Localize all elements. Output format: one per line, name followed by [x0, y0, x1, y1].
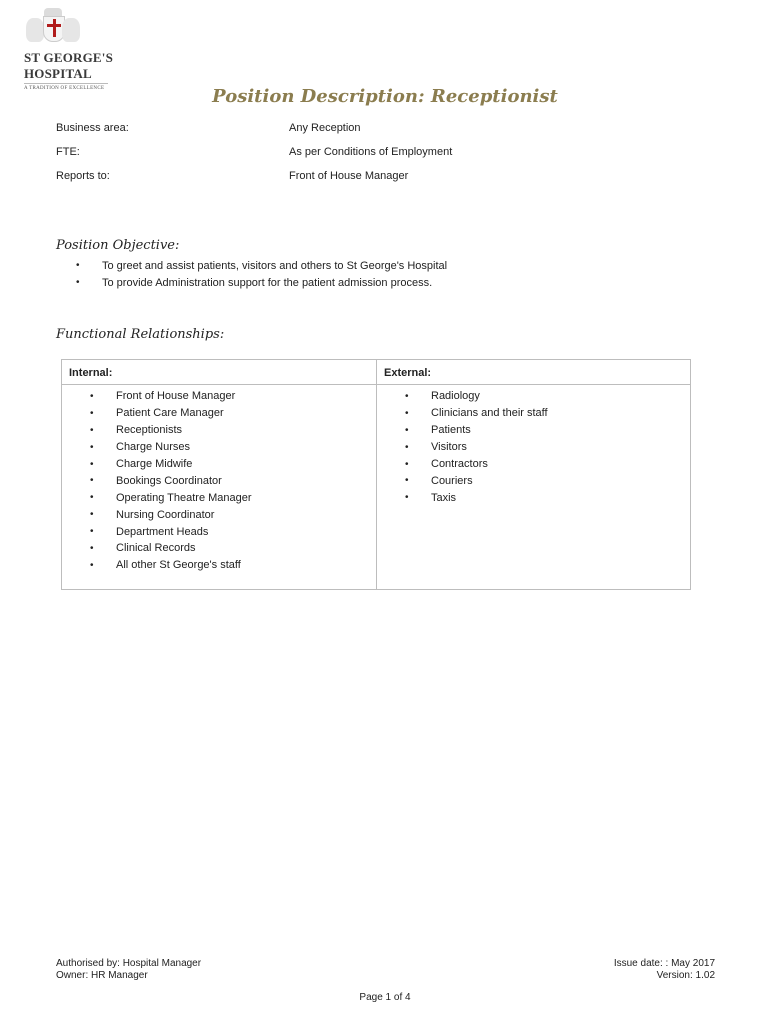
- list-item-text: Operating Theatre Manager: [116, 491, 252, 504]
- info-label: FTE:: [56, 146, 80, 158]
- bullet-icon: •: [90, 390, 94, 402]
- logo-name-line1: ST GEORGE'S: [24, 50, 114, 65]
- list-item: [405, 422, 690, 439]
- bullet-icon: •: [405, 475, 409, 487]
- document-title: Position Description: Receptionist: [212, 86, 558, 107]
- list-item: [405, 439, 690, 456]
- position-info: [56, 122, 452, 194]
- bullet-icon: •: [405, 390, 409, 402]
- list-item: [405, 388, 690, 405]
- footer-issue-date: Issue date: : May 2017: [613, 958, 715, 969]
- list-item-text: Bookings Coordinator: [116, 474, 222, 487]
- info-value: As per Conditions of Employment: [289, 146, 453, 158]
- list-item-text: Clinicians and their staff: [431, 407, 548, 420]
- list-item: [90, 439, 376, 456]
- footer-version: Version: 1.02: [656, 970, 715, 981]
- internal-header: Internal:: [62, 360, 376, 385]
- internal-list: [62, 385, 376, 574]
- bullet-icon: •: [405, 458, 409, 470]
- logo-divider: [24, 83, 108, 84]
- objective-list: [76, 257, 447, 291]
- list-item: [90, 540, 376, 557]
- list-item-text: Nursing Coordinator: [116, 508, 215, 521]
- list-item: [405, 405, 690, 422]
- list-item-text: All other St George's staff: [116, 559, 241, 572]
- list-item-text: Department Heads: [116, 525, 209, 538]
- external-list: [377, 385, 690, 506]
- list-item-text: Clinical Records: [116, 542, 196, 555]
- list-item: [90, 456, 376, 473]
- bullet-icon: •: [90, 559, 94, 571]
- list-item-text: Charge Nurses: [116, 441, 190, 454]
- external-header: External:: [377, 360, 690, 385]
- hospital-logo: [24, 8, 114, 91]
- external-column: [377, 360, 690, 589]
- list-item: [90, 405, 376, 422]
- list-item-text: To provide Administration support for the patient admission process.: [102, 276, 433, 289]
- info-label: Reports to:: [56, 170, 110, 182]
- list-item: [90, 557, 376, 574]
- info-label: Business area:: [56, 122, 129, 134]
- bullet-icon: •: [405, 492, 409, 504]
- bullet-icon: •: [90, 458, 94, 470]
- footer-authorship: [56, 958, 201, 982]
- list-item-text: Receptionists: [116, 424, 183, 437]
- list-item: [90, 506, 376, 523]
- list-item: [90, 472, 376, 489]
- bullet-icon: •: [90, 475, 94, 487]
- list-item-text: Charge Midwife: [116, 458, 193, 470]
- info-value: Front of House Manager: [289, 170, 409, 182]
- info-row-business-area: [56, 122, 452, 146]
- bullet-icon: •: [76, 260, 80, 271]
- list-item-text: Front of House Manager: [116, 390, 236, 403]
- internal-column: [62, 360, 377, 589]
- list-item-text: Patient Care Manager: [116, 407, 224, 420]
- relationships-table: [61, 359, 691, 590]
- bullet-icon: •: [405, 407, 409, 419]
- list-item: [90, 523, 376, 540]
- list-item-text: To greet and assist patients, visitors and others to St George's Hospital: [102, 259, 448, 272]
- bullet-icon: •: [90, 526, 94, 538]
- info-row-fte: [56, 146, 452, 170]
- list-item-text: Patients: [431, 424, 471, 437]
- list-item-text: Visitors: [431, 441, 467, 454]
- relationships-heading: Functional Relationships:: [56, 327, 225, 342]
- list-item: [90, 422, 376, 439]
- footer-issue-info: [614, 958, 715, 982]
- info-row-reports-to: [56, 170, 452, 194]
- list-item-text: Contractors: [431, 458, 488, 470]
- bullet-icon: •: [90, 542, 94, 554]
- list-item: [90, 489, 376, 506]
- list-item: [405, 472, 690, 489]
- bullet-icon: •: [90, 424, 94, 436]
- bullet-icon: •: [90, 441, 94, 453]
- page-number: Page 1 of 4: [359, 992, 411, 1003]
- bullet-icon: •: [90, 407, 94, 419]
- logo-name-line2: HOSPITAL: [24, 66, 92, 81]
- bullet-icon: •: [90, 492, 94, 504]
- list-item-text: Radiology: [431, 390, 480, 403]
- footer-authorised-by: Authorised by: Hospital Manager: [56, 958, 202, 969]
- bullet-icon: •: [90, 509, 94, 521]
- bullet-icon: •: [405, 424, 409, 436]
- list-item-text: Taxis: [431, 491, 457, 504]
- objective-heading: Position Objective:: [56, 238, 180, 253]
- logo-tagline: A TRADITION OF EXCELLENCE: [24, 86, 105, 91]
- footer-owner: Owner: HR Manager: [56, 970, 148, 981]
- list-item: [90, 388, 376, 405]
- info-value: Any Reception: [289, 122, 361, 134]
- crest-icon: [26, 8, 80, 48]
- bullet-icon: •: [76, 277, 80, 288]
- list-item: [405, 456, 690, 473]
- list-item: [405, 489, 690, 506]
- list-item: [76, 274, 447, 291]
- list-item: [76, 257, 447, 274]
- list-item-text: Couriers: [431, 474, 473, 487]
- bullet-icon: •: [405, 441, 409, 453]
